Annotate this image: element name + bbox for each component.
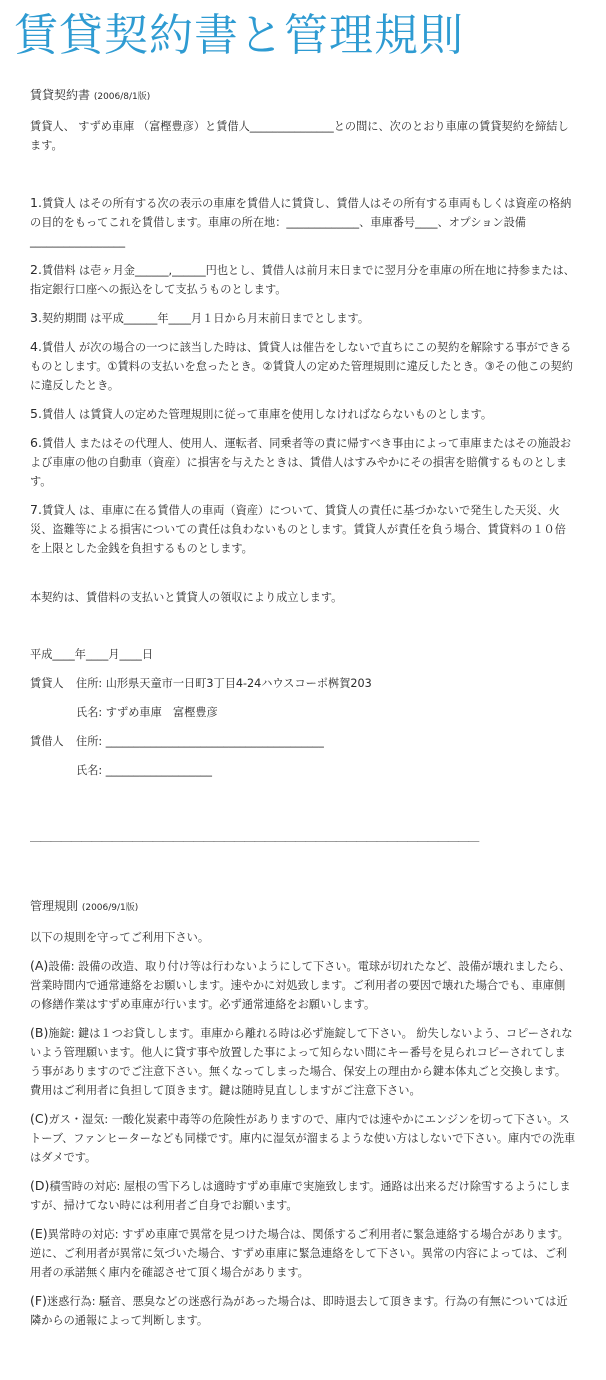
rule-label: (F) (30, 1293, 47, 1308)
rule-text: ガス・湿気: 一酸化炭素中毒等の危険性がありますので、庫内では速やかにエンジンを切って下さい。ストーブ、ファンヒーターなども同様です。庫内に湿気が溜まるような使い方はしないで下さい。庫内での洗車はダメです。 (30, 1113, 576, 1164)
lessee-name-row (30, 761, 576, 780)
contract-article (30, 260, 576, 299)
rules-list (30, 956, 576, 1330)
article-text: 賃貸人 はその所有する次の表示の車庫を賃借人に賃貸し、賃借人はその所有する車両もしくは資産の格納の目的をもってこれを賃借します。車庫の所在地：_____________、車庫番号____、オプション設備_________________ (30, 197, 572, 248)
rule-label: (E) (30, 1226, 48, 1241)
contract-articles (30, 193, 576, 558)
lessee-address-row (30, 732, 576, 751)
rule-item (30, 1109, 576, 1167)
article-number: 2. (30, 262, 42, 277)
signature-block (30, 645, 576, 780)
contract-intro: 賃貸人、 すずめ車庫 （富樫豊彦）と賃借人_______________との間に、次のとおり車庫の賃貸契約を締結します。 (30, 120, 569, 152)
rule-label: (B) (30, 1025, 49, 1040)
lessor-address: 住所: 山形県天童市一日町3丁目4-24ハウスコーポ桝賀203 (76, 677, 372, 690)
rule-item (30, 1023, 576, 1100)
contract-article (30, 193, 576, 251)
lessee-address: 住所: _______________________________________ (76, 735, 324, 748)
lessor-name: 氏名: すずめ車庫 富樫豊彦 (76, 706, 218, 719)
contract-establishment: 本契約は、賃借料の支払いと賃貸人の領収により成立します。 (30, 591, 343, 604)
rule-text: 設備: 設備の改造、取り付け等は行わないようにして下さい。電球が切れたなど、設備が壊れましたら、営業時間内で通常連絡をお願いします。速やかに対処致します。ご利用者の要因で壊れた場合でも、車庫側の修繕作業はすずめ車庫が行います。必ず通常連絡をお願いします。 (30, 960, 571, 1011)
lessor-name-row (30, 703, 576, 722)
lessor-role: 賃貸人 (30, 677, 64, 690)
rules-version: (2006/9/1版) (81, 903, 139, 913)
rule-text: 積雪時の対応: 屋根の雪下ろしは適時すずめ車庫で実施致します。通路は出来るだけ除雪するようにしますが、掃けてない時には利用者ご自身でお願います。 (30, 1180, 571, 1212)
rule-item (30, 956, 576, 1014)
lessor-address-row (30, 674, 576, 693)
article-number: 6. (30, 435, 42, 450)
article-number: 5. (30, 406, 42, 421)
rules-heading-label: 管理規則 (30, 899, 79, 913)
article-number: 4. (30, 339, 42, 354)
rule-item (30, 1176, 576, 1215)
contract-article (30, 433, 576, 491)
rule-item (30, 1224, 576, 1282)
document-body (30, 86, 576, 1339)
page-title: 賃貸契約書と管理規則 (14, 10, 464, 61)
rule-text: 迷惑行為: 騒音、悪臭などの迷惑行為があった場合は、即時退去して頂きます。行為の有無については近隣からの通報によって判断します。 (30, 1295, 568, 1327)
rule-label: (D) (30, 1178, 50, 1193)
article-number: 1. (30, 195, 42, 210)
article-number: 3. (30, 310, 42, 325)
contract-article (30, 308, 576, 328)
lessee-name: 氏名: ___________________ (76, 764, 212, 777)
contract-article (30, 404, 576, 424)
article-number: 7. (30, 502, 42, 517)
contract-version: (2006/8/1版) (93, 92, 151, 102)
rule-text: 異常時の対応: すずめ車庫で異常を見つけた場合は、関係するご利用者に緊急連絡する場合があります。逆に、ご利用者が異常に気づいた場合、すずめ車庫に緊急連絡をして下さい。異常の内容によっては、ご利用者の承諾無く庫内を確認させて頂く場合があります。 (30, 1228, 569, 1279)
article-text: 賃貸人 は、車庫に在る賃借人の車両（資産）について、賃貸人の責任に基づかないで発生した天災、火災、盗難等による損害についての責任は負わないものとします。賃貸人が責任を負う場合、賃貸料の１０倍を上限とした金銭を負担するものとします。 (30, 504, 566, 555)
rule-label: (C) (30, 1111, 49, 1126)
rules-heading (30, 897, 576, 918)
article-text: 賃借人 が次の場合の一つに該当した時は、賃貸人は催告をしないで直ちにこの契約を解除する事ができるものとします。①賃料の支払いを怠ったとき。②賃貸人の定めた管理規則に違反したとき。③その他この契約に違反したとき。 (30, 341, 573, 392)
contract-article (30, 500, 576, 558)
signature-date: 平成____年____月____日 (30, 648, 154, 661)
rules-intro: 以下の規則を守ってご利用下さい。 (30, 931, 210, 944)
contract-heading-label: 賃貸契約書 (30, 88, 91, 102)
rule-text: 施錠: 鍵は１つお貸しします。車庫から離れる時は必ず施錠して下さい。 紛失しないよう、コピーされないよう管理願います。他人に貸す事や放置した事によって知らない間にキー番号を見られコピーされてしまう事がありますのでご注意下さい。無くなってしまった場合、保安上の理由から鍵本体丸ごと交換します。費用はご利用者に負担して頂きます。鍵は随時見直ししますがご注意下さい。 (30, 1027, 573, 1097)
article-text: 賃借料 は壱ヶ月金______,______円也とし、賃借人は前月末日までに翌月分を車庫の所在地に持参または、指定銀行口座への振込をして支払うものとします。 (30, 264, 575, 296)
article-text: 賃借人 は賃貸人の定めた管理規則に従って車庫を使用しなければならないものとします。 (41, 408, 493, 421)
article-text: 賃借人 またはその代理人、使用人、運転者、同乗者等の責に帰すべき事由によって車庫またはその施設および車庫の他の自動車（資産）に損害を与えたときは、賃借人はすみやかにその損害を賠償するものとします。 (30, 437, 572, 488)
article-text: 契約期間 は平成______年____月１日から月末前日までとします。 (41, 312, 370, 325)
rule-label: (A) (30, 958, 49, 973)
contract-heading (30, 86, 576, 107)
rule-item (30, 1291, 576, 1330)
lessee-role: 賃借人 (30, 735, 64, 748)
section-divider: ―――――――――――――――――――――――――――――――――――――――――――― (30, 835, 479, 848)
contract-article (30, 337, 576, 395)
